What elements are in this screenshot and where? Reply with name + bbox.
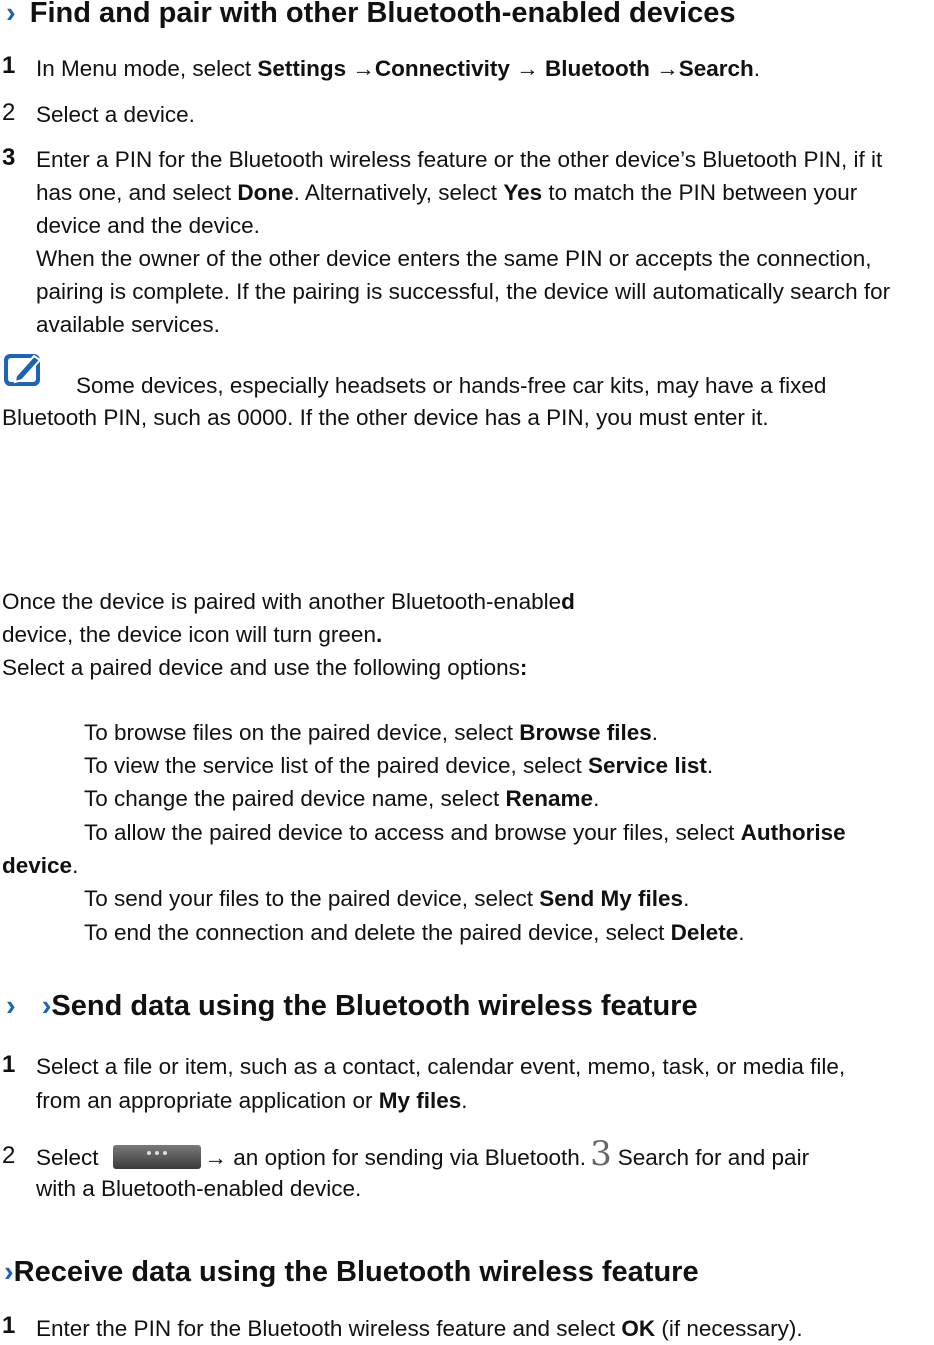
chevron-icon: › [4, 1256, 14, 1288]
option-authorise-cont: device. [2, 853, 79, 878]
paired-line-3: Select a paired device and use the following options: [2, 655, 528, 680]
paired-line-1: Once the device is paired with another Bluetooth-enabled [2, 589, 575, 614]
send-step-1-line-1: Select a file or item, such as a contact, calendar event, memo, task, or media file, [36, 1054, 846, 1079]
receive-step-1-text: Enter the PIN for the Bluetooth wireless feature and select OK (if necessary). [36, 1316, 803, 1341]
step-number: 3 [590, 1134, 612, 1174]
step-number: 3 [2, 144, 16, 171]
step-number: 1 [2, 1051, 16, 1078]
step-1-text: In Menu mode, select Settings →Connectivity → Bluetooth →Search. [36, 56, 761, 81]
paired-line-2: device, the device icon will turn green. [2, 622, 383, 647]
option-send-my-files: To send your files to the paired device, select Send My files. [84, 886, 690, 911]
step-number: 1 [2, 1312, 16, 1339]
note-line-1: Some devices, especially headsets or hands-free car kits, may have a fixed [76, 373, 827, 398]
send-step-1-line-2: from an appropriate application or My files. [36, 1088, 468, 1113]
step-2-text: Select a device. [36, 102, 195, 127]
option-delete: To end the connection and delete the paired device, select Delete. [84, 920, 745, 945]
heading-text: Find and pair with other Bluetooth-enabled devices [29, 0, 736, 29]
chevron-icon: › [6, 0, 16, 29]
step-3-text: Enter a PIN for the Bluetooth wireless feature or the other device’s Bluetooth PIN, if it has one, and select Done. Alternatively, select Yes to match the PIN between your device and the device. [36, 147, 883, 238]
menu-button-icon [113, 1145, 201, 1169]
option-browse-files: To browse files on the paired device, select Browse files. [84, 720, 659, 745]
step-number: 2 [2, 99, 16, 126]
step-number: 2 [2, 1142, 16, 1169]
heading-text: Send data using the Bluetooth wireless feature [51, 990, 698, 1022]
option-service-list: To view the service list of the paired device, select Service list. [84, 753, 714, 778]
section-heading-receive-data [4, 1256, 699, 1289]
section-heading-find-pair [6, 0, 735, 30]
step-number: 1 [2, 52, 16, 79]
step-3-continuation: When the owner of the other device enters the same PIN or accepts the connection, pairing is complete. If the pairing is successful, the device will automatically search for available services. [36, 246, 891, 337]
send-step-3-line-2: with a Bluetooth-enabled device. [36, 1176, 362, 1201]
option-rename: To change the paired device name, select Rename. [84, 786, 600, 811]
note-icon [2, 350, 46, 390]
section-heading-send-data [6, 990, 698, 1023]
note-line-2: Bluetooth PIN, such as 0000. If the other device has a PIN, you must enter it. [2, 405, 769, 430]
chevron-icon: › [6, 990, 16, 1022]
chevron-icon: › [41, 990, 52, 1022]
send-step-2-text: Select → an option for sending via Bluetooth. 3 Search for and pair [36, 1134, 810, 1174]
heading-text: Receive data using the Bluetooth wireless feature [13, 1256, 699, 1288]
option-authorise: To allow the paired device to access and browse your files, select Authorise [84, 820, 846, 845]
